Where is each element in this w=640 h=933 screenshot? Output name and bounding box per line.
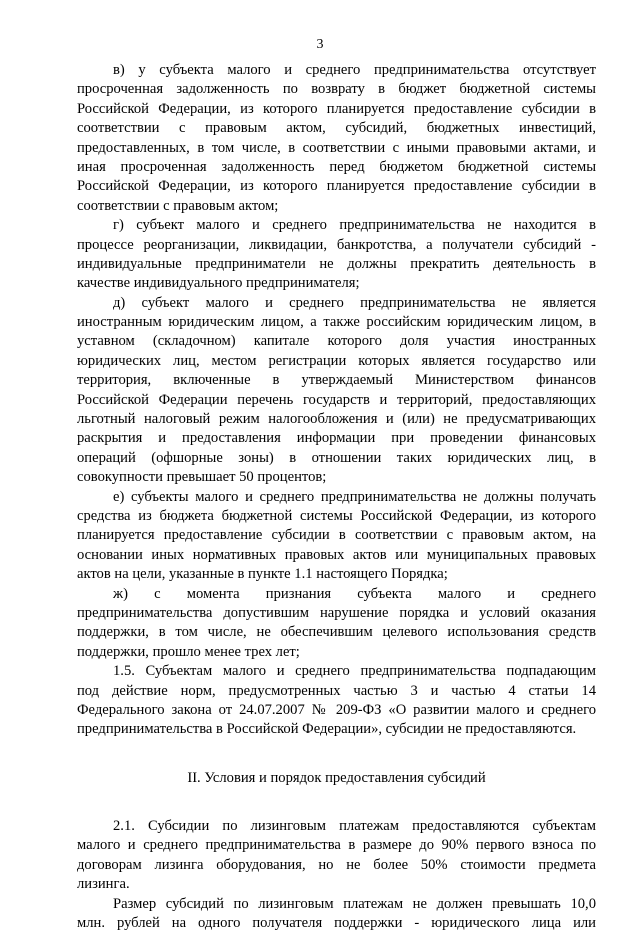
text-line: поддержки, в том числе, не обеспечившим целевого использования средств — [77, 624, 596, 641]
paragraph-item-e — [77, 488, 596, 585]
text-line: операций (офшорные зоны) в отношении таких юридических лиц, в — [77, 449, 596, 466]
text-line: соответствии с правовым актом; — [77, 197, 279, 214]
text-line: малого и среднего предпринимательства в размере до 90% первого взноса по — [77, 837, 596, 854]
text-line: Федерального закона от 24.07.2007 № 209-ФЗ «О развитии малого и среднего — [77, 701, 596, 718]
page-number: 3 — [316, 37, 324, 52]
text-line: г) субъект малого и среднего предпринимательства не находится в — [113, 217, 596, 234]
text-line: льготный налоговый режим налогообложения и (или) не предусматривающих — [77, 411, 596, 428]
text-line: поддержки, прошло менее трех лет; — [77, 643, 300, 660]
text-line: планируется предоставление субсидии в соответствии с правовым актом, на — [77, 527, 596, 544]
text-line: индивидуальные предприниматели не должны прекратить деятельность в — [77, 255, 596, 272]
paragraph-clause-2-1 — [77, 817, 596, 895]
text-line: 2.1. Субсидии по лизинговым платежам предоставляются субъектам — [113, 818, 596, 835]
text-line: лизинга. — [77, 876, 130, 893]
text-line: Размер субсидий по лизинговым платежам не должен превышать 10,0 — [113, 895, 596, 912]
paragraph-item-v — [77, 61, 596, 216]
text-line: Российской Федерации, из которого планируется предоставление субсидии в — [77, 178, 596, 195]
text-line: Российской Федерации перечень государств и территорий, предоставляющих — [77, 391, 596, 408]
text-line: д) субъект малого и среднего предпринимательства не является — [113, 294, 596, 311]
text-line: средства из бюджета бюджетной системы Российской Федерации, из которого — [77, 507, 596, 524]
text-line: актов на цели, указанные в пункте 1.1 настоящего Порядка; — [77, 566, 448, 583]
text-line: качестве индивидуального предпринимателя; — [77, 275, 360, 292]
text-line: иная просроченная задолженность перед бюджетом бюджетной системы — [77, 158, 596, 175]
paragraph-item-d — [77, 294, 596, 488]
text-line: территория, включенные в утверждаемый Министерством финансов — [77, 372, 596, 389]
text-line: договорам лизинга оборудования, но не более 50% стоимости предмета — [77, 856, 596, 873]
paragraph-clause-2-1-size — [77, 895, 596, 933]
text-line: Российской Федерации, из которого планируется предоставление субсидии в — [77, 100, 596, 117]
text-line: млн. рублей на одного получателя поддержки - юридического лица или — [77, 915, 596, 932]
text-line: совокупности превышает 50 процентов; — [77, 469, 327, 486]
text-line: просроченная задолженность по возврату в бюджет бюджетной системы — [77, 81, 596, 98]
paragraph-item-zh — [77, 585, 596, 663]
paragraph-item-g — [77, 216, 596, 294]
text-line: ж) с момента признания субъекта малого и среднего — [113, 585, 596, 602]
text-line: процессе реорганизации, ликвидации, банкротства, а получатели субсидий - — [77, 236, 596, 253]
section-heading: II. Условия и порядок предоставления субсидий — [187, 769, 486, 786]
paragraph-clause-1-5 — [77, 662, 596, 740]
text-line: основании иных нормативных правовых актов или муниципальных правовых — [77, 546, 596, 563]
text-line: е) субъекты малого и среднего предпринимательства не должны получать — [113, 488, 596, 505]
text-line: в) у субъекта малого и среднего предпринимательства отсутствует — [113, 62, 596, 78]
document-body — [77, 61, 596, 933]
paragraphs-before-heading — [77, 61, 596, 740]
text-line: под действие норм, предусмотренных частью 3 и частью 4 статьи 14 — [77, 682, 596, 699]
text-line: раскрытия и предоставления информации при проведении финансовых — [77, 430, 596, 447]
text-line: юридических лиц, местом регистрации которых является государство или — [77, 352, 596, 369]
text-line: уставном (складочном) капитале которого доля участия иностранных — [77, 333, 596, 350]
text-line: соответствии с правовым актом, субсидий, бюджетных инвестиций, — [77, 120, 596, 137]
paragraphs-after-heading — [77, 817, 596, 933]
text-line: предоставленных, в том числе, в соответствии с иными правовыми актами, и — [77, 139, 596, 156]
text-line: предпринимательства допустившим нарушение порядка и условий оказания — [77, 604, 596, 621]
text-line: 1.5. Субъектам малого и среднего предпринимательства подпадающим — [113, 663, 596, 680]
text-line: иностранным юридическим лицом, а также российским юридическим лицом, в — [77, 314, 596, 331]
text-line: предпринимательства в Российской Федерации», субсидии не предоставляются. — [77, 721, 577, 738]
